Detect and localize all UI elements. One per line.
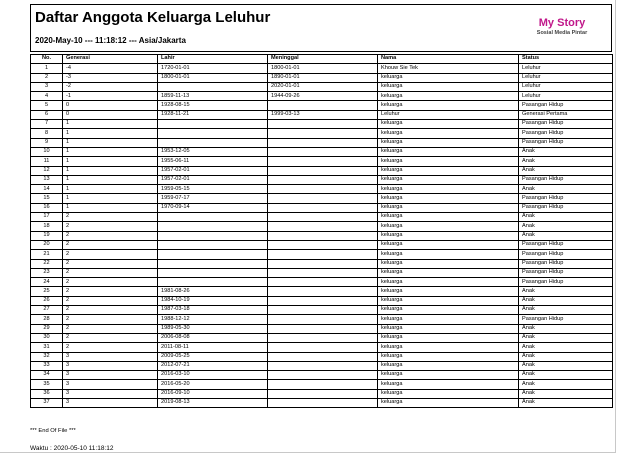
cell-nama: keluarga: [378, 315, 519, 324]
cell-meninggal: [268, 138, 378, 147]
cell-lahir: 1984-10-19: [158, 296, 268, 305]
cell-meninggal: [268, 213, 378, 222]
cell-no: 32: [31, 352, 63, 361]
cell-lahir: 2016-05-20: [158, 380, 268, 389]
cell-no: 26: [31, 296, 63, 305]
cell-status: Anak: [519, 306, 613, 315]
cell-no: 1: [31, 64, 63, 73]
cell-meninggal: [268, 306, 378, 315]
cell-status: Pasangan Hidup: [519, 315, 613, 324]
cell-nama: keluarga: [378, 231, 519, 240]
cell-nama: keluarga: [378, 213, 519, 222]
table-row: [31, 110, 613, 119]
cell-generasi: 2: [63, 343, 158, 352]
cell-status: Pasangan Hidup: [519, 101, 613, 110]
cell-no: 35: [31, 380, 63, 389]
cell-status: Pasangan Hidup: [519, 120, 613, 129]
cell-generasi: -2: [63, 82, 158, 91]
cell-lahir: [158, 240, 268, 249]
cell-generasi: 0: [63, 110, 158, 119]
table-row: [31, 352, 613, 361]
table-row: [31, 398, 613, 407]
cell-status: Anak: [519, 343, 613, 352]
cell-status: Pasangan Hidup: [519, 194, 613, 203]
cell-no: 17: [31, 213, 63, 222]
cell-no: 2: [31, 73, 63, 82]
table-row: [31, 389, 613, 398]
cell-generasi: -1: [63, 92, 158, 101]
cell-status: Pasangan Hidup: [519, 278, 613, 287]
table-body: [31, 64, 613, 408]
cell-nama: keluarga: [378, 222, 519, 231]
cell-lahir: 1928-08-15: [158, 101, 268, 110]
cell-nama: keluarga: [378, 147, 519, 156]
cell-generasi: 2: [63, 240, 158, 249]
cell-generasi: 0: [63, 101, 158, 110]
cell-status: Anak: [519, 352, 613, 361]
cell-generasi: -4: [63, 64, 158, 73]
table-row: [31, 138, 613, 147]
cell-status: Anak: [519, 296, 613, 305]
cell-lahir: [158, 213, 268, 222]
column-header-meninggal: Meninggal: [268, 55, 378, 64]
cell-meninggal: [268, 343, 378, 352]
cell-lahir: 1959-07-17: [158, 194, 268, 203]
cell-meninggal: [268, 361, 378, 370]
cell-generasi: 1: [63, 157, 158, 166]
cell-status: Anak: [519, 213, 613, 222]
column-header-generasi: Generasi: [63, 55, 158, 64]
table-row: [31, 371, 613, 380]
cell-meninggal: [268, 175, 378, 184]
logo-sub-text: Sosial Media Pintar: [536, 30, 588, 36]
cell-generasi: 1: [63, 194, 158, 203]
cell-status: Pasangan Hidup: [519, 259, 613, 268]
table-row: [31, 287, 613, 296]
cell-generasi: 2: [63, 231, 158, 240]
cell-status: Anak: [519, 398, 613, 407]
cell-no: 36: [31, 389, 63, 398]
end-of-file-marker: *** End Of File ***: [30, 428, 76, 434]
cell-nama: keluarga: [378, 175, 519, 184]
cell-nama: keluarga: [378, 287, 519, 296]
cell-generasi: 2: [63, 333, 158, 342]
cell-lahir: 1720-01-01: [158, 64, 268, 73]
cell-status: Anak: [519, 380, 613, 389]
cell-status: Pasangan Hidup: [519, 240, 613, 249]
cell-no: 10: [31, 147, 63, 156]
cell-nama: keluarga: [378, 268, 519, 277]
table-row: [31, 129, 613, 138]
cell-no: 23: [31, 268, 63, 277]
cell-generasi: 2: [63, 213, 158, 222]
cell-status: Pasangan Hidup: [519, 268, 613, 277]
cell-lahir: 2011-08-11: [158, 343, 268, 352]
cell-nama: keluarga: [378, 240, 519, 249]
cell-generasi: 2: [63, 268, 158, 277]
cell-meninggal: [268, 296, 378, 305]
cell-meninggal: [268, 185, 378, 194]
table-row: [31, 333, 613, 342]
cell-status: Anak: [519, 371, 613, 380]
cell-generasi: 3: [63, 380, 158, 389]
cell-lahir: 1859-11-13: [158, 92, 268, 101]
cell-lahir: [158, 259, 268, 268]
cell-generasi: 1: [63, 185, 158, 194]
cell-nama: keluarga: [378, 194, 519, 203]
cell-status: Pasangan Hidup: [519, 138, 613, 147]
cell-no: 7: [31, 120, 63, 129]
cell-lahir: 1987-03-18: [158, 306, 268, 315]
table-row: [31, 222, 613, 231]
cell-no: 33: [31, 361, 63, 370]
cell-lahir: 1957-02-01: [158, 175, 268, 184]
cell-lahir: 2012-07-21: [158, 361, 268, 370]
cell-no: 3: [31, 82, 63, 91]
cell-generasi: 1: [63, 166, 158, 175]
table-row: [31, 194, 613, 203]
cell-nama: keluarga: [378, 259, 519, 268]
cell-status: Anak: [519, 157, 613, 166]
cell-meninggal: [268, 129, 378, 138]
column-header-status: Status: [519, 55, 613, 64]
cell-generasi: 1: [63, 203, 158, 212]
table-row: [31, 315, 613, 324]
cell-meninggal: [268, 203, 378, 212]
cell-meninggal: [268, 371, 378, 380]
cell-lahir: [158, 222, 268, 231]
table-row: [31, 240, 613, 249]
cell-no: 28: [31, 315, 63, 324]
cell-nama: keluarga: [378, 250, 519, 259]
cell-status: Anak: [519, 147, 613, 156]
cell-generasi: 2: [63, 296, 158, 305]
cell-generasi: 3: [63, 361, 158, 370]
cell-lahir: [158, 278, 268, 287]
cell-no: 29: [31, 324, 63, 333]
cell-meninggal: [268, 389, 378, 398]
cell-no: 37: [31, 398, 63, 407]
cell-nama: keluarga: [378, 333, 519, 342]
table-row: [31, 278, 613, 287]
cell-lahir: 1970-09-14: [158, 203, 268, 212]
cell-meninggal: 2020-01-01: [268, 82, 378, 91]
cell-nama: keluarga: [378, 398, 519, 407]
table-row: [31, 361, 613, 370]
table-row: [31, 185, 613, 194]
cell-lahir: [158, 129, 268, 138]
cell-lahir: 1928-11-21: [158, 110, 268, 119]
cell-no: 21: [31, 250, 63, 259]
cell-no: 12: [31, 166, 63, 175]
cell-no: 15: [31, 194, 63, 203]
cell-lahir: 2009-05-25: [158, 352, 268, 361]
table-row: [31, 268, 613, 277]
cell-no: 30: [31, 333, 63, 342]
cell-meninggal: [268, 166, 378, 175]
table-row: [31, 82, 613, 91]
cell-generasi: -3: [63, 73, 158, 82]
cell-generasi: 1: [63, 147, 158, 156]
cell-generasi: 2: [63, 324, 158, 333]
cell-status: Anak: [519, 333, 613, 342]
table-row: [31, 166, 613, 175]
cell-nama: keluarga: [378, 352, 519, 361]
cell-lahir: 1981-08-26: [158, 287, 268, 296]
cell-status: Anak: [519, 185, 613, 194]
table-row: [31, 296, 613, 305]
cell-nama: keluarga: [378, 371, 519, 380]
cell-meninggal: [268, 324, 378, 333]
cell-status: Leluhur: [519, 64, 613, 73]
cell-nama: keluarga: [378, 73, 519, 82]
cell-meninggal: [268, 380, 378, 389]
cell-meninggal: [268, 120, 378, 129]
cell-no: 34: [31, 371, 63, 380]
cell-status: Anak: [519, 361, 613, 370]
cell-nama: keluarga: [378, 278, 519, 287]
cell-status: Pasangan Hidup: [519, 129, 613, 138]
cell-generasi: 2: [63, 222, 158, 231]
cell-no: 11: [31, 157, 63, 166]
cell-no: 14: [31, 185, 63, 194]
cell-no: 9: [31, 138, 63, 147]
cell-meninggal: [268, 147, 378, 156]
cell-status: Leluhur: [519, 73, 613, 82]
cell-lahir: 1953-12-05: [158, 147, 268, 156]
cell-nama: keluarga: [378, 324, 519, 333]
timestamp-footer: Waktu : 2020-05-10 11:18:12: [30, 445, 114, 452]
cell-meninggal: [268, 278, 378, 287]
table-header-row: [31, 55, 613, 64]
cell-lahir: 1959-05-15: [158, 185, 268, 194]
cell-lahir: 2006-08-08: [158, 333, 268, 342]
cell-generasi: 3: [63, 352, 158, 361]
cell-nama: keluarga: [378, 306, 519, 315]
cell-lahir: [158, 250, 268, 259]
table-row: [31, 343, 613, 352]
ancestor-table: [30, 54, 613, 408]
report-subtitle: 2020-May-10 --- 11:18:12 --- Asia/Jakarta: [35, 36, 186, 45]
cell-status: Leluhur: [519, 92, 613, 101]
cell-lahir: 1989-05-30: [158, 324, 268, 333]
my-story-logo: [516, 17, 608, 37]
report-title: Daftar Anggota Keluarga Leluhur: [35, 9, 271, 26]
table-row: [31, 120, 613, 129]
table-row: [31, 175, 613, 184]
table-row: [31, 73, 613, 82]
column-header-nama: Nama: [378, 55, 519, 64]
column-header-lahir: Lahir: [158, 55, 268, 64]
cell-generasi: 2: [63, 259, 158, 268]
cell-no: 20: [31, 240, 63, 249]
cell-meninggal: [268, 157, 378, 166]
cell-generasi: 3: [63, 398, 158, 407]
cell-nama: keluarga: [378, 296, 519, 305]
cell-nama: keluarga: [378, 389, 519, 398]
cell-generasi: 1: [63, 138, 158, 147]
cell-status: Anak: [519, 231, 613, 240]
cell-no: 5: [31, 101, 63, 110]
cell-no: 22: [31, 259, 63, 268]
logo-main-text: My Story: [538, 17, 586, 29]
cell-lahir: [158, 231, 268, 240]
table-row: [31, 203, 613, 212]
table-row: [31, 324, 613, 333]
cell-status: Anak: [519, 222, 613, 231]
cell-status: Pasangan Hidup: [519, 203, 613, 212]
cell-status: Pasangan Hidup: [519, 175, 613, 184]
cell-lahir: [158, 82, 268, 91]
cell-generasi: 3: [63, 389, 158, 398]
cell-meninggal: [268, 240, 378, 249]
cell-lahir: [158, 120, 268, 129]
cell-lahir: [158, 138, 268, 147]
cell-lahir: 2016-09-10: [158, 389, 268, 398]
cell-nama: keluarga: [378, 361, 519, 370]
cell-nama: keluarga: [378, 82, 519, 91]
cell-lahir: 2019-08-13: [158, 398, 268, 407]
cell-nama: Leluhur: [378, 110, 519, 119]
cell-no: 6: [31, 110, 63, 119]
cell-generasi: 2: [63, 315, 158, 324]
table-row: [31, 380, 613, 389]
cell-generasi: 1: [63, 120, 158, 129]
cell-status: Generasi Pertama: [519, 110, 613, 119]
cell-no: 31: [31, 343, 63, 352]
cell-generasi: 1: [63, 175, 158, 184]
cell-nama: keluarga: [378, 157, 519, 166]
cell-generasi: 2: [63, 250, 158, 259]
cell-no: 16: [31, 203, 63, 212]
cell-no: 13: [31, 175, 63, 184]
cell-no: 4: [31, 92, 63, 101]
cell-meninggal: [268, 259, 378, 268]
table-row: [31, 250, 613, 259]
report-header: [30, 4, 612, 52]
cell-no: 18: [31, 222, 63, 231]
cell-nama: keluarga: [378, 129, 519, 138]
cell-nama: keluarga: [378, 166, 519, 175]
cell-lahir: 1957-02-01: [158, 166, 268, 175]
cell-meninggal: 1890-01-01: [268, 73, 378, 82]
table-row: [31, 259, 613, 268]
cell-no: 8: [31, 129, 63, 138]
cell-nama: keluarga: [378, 343, 519, 352]
table-row: [31, 64, 613, 73]
cell-generasi: 3: [63, 371, 158, 380]
cell-meninggal: 1800-01-01: [268, 64, 378, 73]
cell-lahir: 1988-12-12: [158, 315, 268, 324]
cell-meninggal: 1944-09-26: [268, 92, 378, 101]
cell-nama: keluarga: [378, 101, 519, 110]
cell-meninggal: [268, 250, 378, 259]
cell-generasi: 2: [63, 306, 158, 315]
cell-lahir: 2016-03-10: [158, 371, 268, 380]
cell-nama: Khouw Sie Tek: [378, 64, 519, 73]
cell-meninggal: [268, 101, 378, 110]
cell-meninggal: [268, 333, 378, 342]
cell-no: 25: [31, 287, 63, 296]
table-row: [31, 92, 613, 101]
cell-status: Pasangan Hidup: [519, 250, 613, 259]
cell-nama: keluarga: [378, 203, 519, 212]
cell-lahir: [158, 268, 268, 277]
cell-meninggal: [268, 352, 378, 361]
cell-meninggal: [268, 222, 378, 231]
cell-status: Anak: [519, 324, 613, 333]
cell-meninggal: [268, 194, 378, 203]
cell-nama: keluarga: [378, 120, 519, 129]
cell-lahir: 1800-01-01: [158, 73, 268, 82]
table-row: [31, 231, 613, 240]
cell-nama: keluarga: [378, 92, 519, 101]
cell-meninggal: [268, 398, 378, 407]
cell-no: 24: [31, 278, 63, 287]
table-row: [31, 213, 613, 222]
cell-meninggal: [268, 315, 378, 324]
column-header-no: No.: [31, 55, 63, 64]
cell-meninggal: [268, 268, 378, 277]
cell-generasi: 2: [63, 278, 158, 287]
cell-status: Leluhur: [519, 82, 613, 91]
cell-generasi: 1: [63, 129, 158, 138]
cell-status: Anak: [519, 389, 613, 398]
cell-status: Anak: [519, 287, 613, 296]
cell-meninggal: [268, 287, 378, 296]
table-row: [31, 157, 613, 166]
cell-nama: keluarga: [378, 138, 519, 147]
cell-lahir: 1955-06-11: [158, 157, 268, 166]
table-row: [31, 147, 613, 156]
cell-meninggal: 1999-03-13: [268, 110, 378, 119]
cell-meninggal: [268, 231, 378, 240]
cell-no: 27: [31, 306, 63, 315]
cell-generasi: 2: [63, 287, 158, 296]
table-row: [31, 306, 613, 315]
cell-nama: keluarga: [378, 380, 519, 389]
cell-no: 19: [31, 231, 63, 240]
table-row: [31, 101, 613, 110]
cell-nama: keluarga: [378, 185, 519, 194]
cell-status: Anak: [519, 166, 613, 175]
